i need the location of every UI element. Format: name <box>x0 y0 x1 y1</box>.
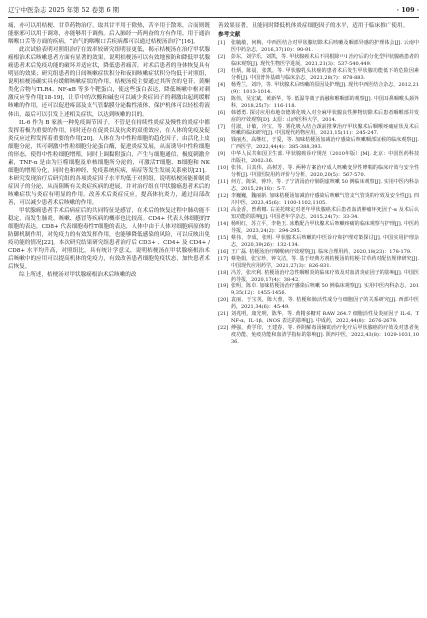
reference-item <box>218 297 419 311</box>
right-column <box>218 22 419 346</box>
reference-number: [17] <box>218 255 229 262</box>
reference-text: 钱丽杰，高继红，于爱，等. 加味桔梗汤加减治疗感染后咳嗽咽部证候的临床观察[J]. 广西医学，2022,44(4)：385-388,393. <box>231 137 419 151</box>
reference-item <box>218 151 419 165</box>
reference-text: 杜炳，陈晨，张凯，等. 甲状腺乳头状癌的患者术后发生甲状腺功能低下的危险因素分析[J]. 中国普外基础与临床杂志，2021,28(7)：878-883. <box>231 67 419 81</box>
reference-item <box>218 124 419 138</box>
reference-text: 张伟，吕其伟，高树芳，等. 两种方案治疗成人咳嗽变异性哮喘的临床疗效与安全性分析[J]. 中国医院用药评价与分析，2020,20(5)：567-570. <box>231 165 419 179</box>
reference-item <box>218 179 419 193</box>
reference-item <box>218 110 419 124</box>
reference-text: 冯芳，张庆利. 桔梗汤治疗急性咽喉炎的临床疗效及对血清炎症因子的影响[J]. 中国医药导报，2020,17(4)：38-42. <box>231 269 419 283</box>
reference-text: 中华人民共和国卫生部. 甲状腺癌诊疗规范（2010年版）[M]. 北京：中国医药科技出版社，2002:36. <box>231 151 419 165</box>
reference-list <box>218 40 419 346</box>
reference-number: [5] <box>218 95 226 102</box>
reference-text: 陈伟，吴宏斌，黄新华，等. 低温等离子消融和喉咽部的观察[J]. 中国耳鼻咽喉头颈外科，2018,25(7)：116-118. <box>231 95 419 109</box>
page-number: · 109 · <box>396 6 419 14</box>
references-heading: 参考文献 <box>218 32 241 39</box>
reference-item <box>218 270 419 284</box>
reference-text: 刘兆明，康光明，陈华，等. 黄精多糖对 RAW 264.7 细胞活性及炎症因子 IL-6、TNF-α、IL-1β、iNOS 表达的影响[J]. 中成药，2022,44(8)：2676-2679. <box>231 311 419 325</box>
reference-item <box>218 311 419 325</box>
reference-item <box>218 137 419 151</box>
body-paragraph: 甲状腺癌患者手术后病症后的共同特征是感冒，在术后的恢复过程中肺功能不稳定，而发生肺炎、咳嗽、感冒等疾病的概率也比较高。CD4+ 代表人体细胞的T细胞的表达，CD8+ 代表细胞毒性T细胞的表达，人体中由于人体对细胞病原体的防御机制作用，对免疫力的有效发挥作用，也能够降低感染的风险，可以反映出免疫功能的情况[22]。本次研究结果研究组患者治疗后 CD3+ 、CD4+ 及 CD4+ /CD8+ 水平均升高，对照组比，具有统计学意义，说明桔梗汤在甲状腺癌根治术后咳嗽中的应用可以提高机体的免疫力，有效改善患者细胞免疫状态，加快患者术后恢复。 <box>8 208 210 271</box>
reference-text: 张毓敏，何梅，中西医结合对甲状腺切除术后咳嗽及咽部异感的护理体会[J]. 云南中医中药杂志，2016,37(10)：90-91. <box>231 40 419 54</box>
reference-text: 张明，陈卓. 加味桔梗汤治疗感染后咳嗽 50 例临床观察[J]. 实用中医内科杂志，2019,35(12)：1455-1456. <box>231 283 419 297</box>
reference-text: 彭东，刘学乐，刘凯，等. 甲状腺癌术后不同根除¹³¹I 治疗后的分化型甲状腺癌患者的临床观察[J]. 现代生物医学进展，2021,21(3)：537-540,449. <box>231 54 419 67</box>
reference-item <box>218 221 419 235</box>
reference-text: 何方，陈荣，钟玲，等. 子宁清汤治疗肺阴虚咳嗽 50 例临床观察[J]. 实用中医内科杂志，2015,29(18)：5-7. <box>231 179 419 193</box>
reference-number: [18] <box>218 269 229 276</box>
reference-number: [19] <box>218 283 229 290</box>
reference-text: 杨明红，苏立平，李艳玉. 冰敷配合甲状腺术后咳嗽疼痛的临床观察与护理[J]. 中医药导报，2023,24(2)：294-295. <box>231 220 419 234</box>
reference-number: [3] <box>218 67 226 74</box>
reference-number: [12] <box>218 193 229 200</box>
reference-number: [13] <box>218 206 229 213</box>
body-paragraph: 综上所述，桔梗汤对甲状腺癌根治术后咳嗽的改 <box>19 272 137 279</box>
reference-text: 蔡伟，李成，张明. 甲状腺术后咳嗽的中医诊疗和护理对策探讨[J]. 中国实用护理杂志，2020,39(26)：132-134. <box>231 234 419 248</box>
reference-number: [8] <box>218 137 226 144</box>
reference-item <box>218 82 419 96</box>
body-paragraph: 此次试验表明对照组治疗在效率较研究组明显更低，揭示桔梗汤在治疗甲状腺癌根治术后咳嗽患者方面有显著的效果，说明桔梗汤可以有效地预防和降低甲状腺癌患者术后免疫功能的破坏并适应状，降低患者痛苦，对术后患者的身体恢复具有明显的效果；研究组患者的日间咳嗽症状积分和夜间咳嗽症状积分均低于对照组，说明桔梗汤确实具有缓解咳嗽症状的作用。桔梗汤使主要通过其所含的皂苷、黄酮类化合物与TLR4、NF-κB 等多个靶蛋白，使这些蛋白表达，降低咳嗽中枢对刺激反应等作用[18-19]，让草中的次酸和碱也可以减少炎症因子的刺激由起到缓解咳嗽的作用，还可以促进疼部及支气管黏膜分泌黏性液体，保护机体可以轻松将液体出，最后可以引发上述相关症状，以达到咳嗽的目的。 <box>8 47 210 118</box>
reference-number: [16] <box>218 248 229 255</box>
reference-item <box>218 96 419 110</box>
reference-text: 王广磊. 桔梗汤治疗咽喉病疗效观察[J]. 临床合理用药，2020,18(23)：178-179. <box>231 248 412 255</box>
reference-item <box>218 54 419 68</box>
reference-number: [14] <box>218 220 229 227</box>
reference-number: [11] <box>218 179 229 186</box>
reference-item <box>218 256 419 270</box>
reference-number: [6] <box>218 109 226 116</box>
body-paragraph: 痛，亦可以用桔梗、甘草药物治疗，取其甘平用于除热，苦辛用于散寒，合而则既能驱邪可以用于调寒，亦能够用于调热。后入肺经一药两奋的方有作用，用于通治咽喉口舌等方面的疾病，“治气的咽喉口舌疾病都可以通过桔梗汤治疗”[16]。 <box>8 23 210 46</box>
reference-item <box>218 235 419 249</box>
reference-number: [9] <box>218 151 226 158</box>
journal-title: 辽宁中医杂志 2025 年第 52 卷第 6 期 <box>8 6 119 14</box>
reference-text: 高金香，曾莉娜. 右美托咪定对老年甲状腺癌术后患者血清肿瘤坏死因子-α 及术后认知功能的影响[J]. 中国老年学杂志，2015,24(7)：33-34. <box>231 206 419 220</box>
reference-text: 李巍巍，魏丽新. 加味桔梗汤加减治疗感染后咳嗽气管支气管炎的疗效及安全性[J]. 四川中医，2023,45(6)：1100-1102,1105. <box>231 193 419 207</box>
reference-number: [1] <box>218 40 226 47</box>
reference-text: 付淑，计敏，冷宝，等. 雾化吸入结合颈前推拿治疗甲状腺术后咽喉疼痛症状及术后咳嗽的临床研究[J]. 中国现代药物应用，2021,15(11)：245-247. <box>231 123 419 137</box>
reference-number: [21] <box>218 311 229 318</box>
reference-item <box>218 207 419 221</box>
reference-text: 韩德勇. 探讨应用布地奈德雾化吸入对全麻甲状腺良性肿物切除术后患者咽喉部并发症的疗效观察[D]. 太原：山西医科大学，2014. <box>231 109 419 123</box>
reference-item <box>218 249 419 256</box>
reference-text: 杨秀兰，刘玲，等. 甲状腺术后咳嗽的原因及护理[J]. 现代中西医结合杂志，2012,21(9)：1013-1014. <box>231 81 419 95</box>
reference-item <box>218 165 419 179</box>
reference-number: [4] <box>218 81 226 88</box>
reference-item <box>218 193 419 207</box>
page-header <box>8 4 419 16</box>
reference-number: [10] <box>218 165 229 172</box>
body-paragraph: IL-6 作为 B 家族一种免疫调节因子，不管是在持续性炎症及慢性的炎症中都发挥着极为重要的作用，同时还存在促炎以及抗炎的双重效应，在人体的免疫及促炎反应过程发挥着重要的作用[20]。人体在为中性粒细胞的趋化因子，由活化上皮细胞分泌，其可刺激中性粒细胞分泌蛋白酶，促进炎症发展，从而诱导中性粒细胞的形态，使得中性粒细胞增殖，同时上调黏附蛋白，产生与细胞通信，极度刺激介素，TNF-α 是由为巨噬细胞及单核细胞所分泌的，可激活T细胞、B细胞和 NK 细胞的增殖分化，同时也和神经、免疫系统疾病，病症等发生发展关系密切[21]。本研究发现治疗后研究组的各项炎症因子水平均低于对照组，说明桔梗汤能抑制炎症因子的分泌，从而阻断有关炎症疾病的进展，并对治疗组在甲状腺癌患者术后的咳嗽症状与炎症有明显的作用，改善术后炎症反应，提高体抗炎力，通过局部改善，可以减少患者术后咳嗽的作用。 <box>8 119 210 207</box>
reference-number: [15] <box>218 234 229 241</box>
reference-number: [20] <box>218 297 229 304</box>
reference-number: [2] <box>218 54 226 60</box>
header-rule <box>8 17 419 18</box>
reference-text: 傅强，黄学印，王建春，等. 养阴解毒汤辅助治疗化疗后甲状腺癌的疗效及对患者免疫功能、免疫功能和血清学指标的影响[J]. 陕西中医，2022,43(8)：1029-1031,1036. <box>231 325 419 346</box>
reference-item <box>218 40 419 54</box>
left-column <box>8 22 210 280</box>
reference-item <box>218 325 419 346</box>
reference-text: 蔡艳娟，张宝珍，钟文洁，等. 基于经典方剂桔梗汤的桔梗-甘草药对配伍规律研究[J]. 中国现代应用药学，2021,27(3)：826-831. <box>231 255 419 269</box>
reference-item <box>218 68 419 82</box>
reference-item <box>218 283 419 297</box>
reference-text: 袁丽，于宝英，陈大蓉，等. 桔梗和肺活性成分与细胞因子的关系研究[J]. 西部中医药，2021,34(6)：45-49. <box>231 297 419 311</box>
conclusion-paragraph: 善效果显著，且能同时降低机体炎症细胞因子的水平，适用于临床推广使用。 <box>218 23 409 29</box>
reference-number: [7] <box>218 123 226 130</box>
reference-number: [22] <box>218 325 229 332</box>
